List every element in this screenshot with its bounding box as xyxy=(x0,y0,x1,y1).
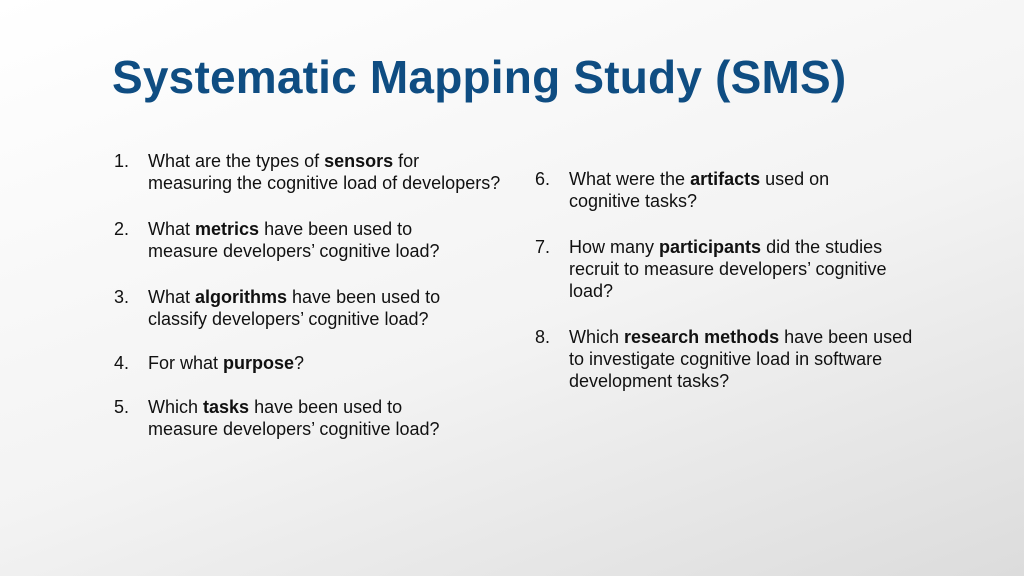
question-text: Which research methods have been used to investigate cognitive load in software development tasks? xyxy=(569,327,913,391)
question-text: What algorithms have been used to classify developers’ cognitive load? xyxy=(148,287,441,329)
question-number: 4. xyxy=(114,353,130,373)
question-keyword: sensors xyxy=(324,151,394,171)
question-number: 2. xyxy=(114,219,130,239)
question-number: 5. xyxy=(114,397,130,417)
question-number: 7. xyxy=(535,237,551,257)
question-keyword: artifacts xyxy=(690,169,761,189)
question-text: What are the types of sensors for measuring the cognitive load of developers? xyxy=(148,151,501,193)
question-keyword: tasks xyxy=(203,397,250,417)
question-item xyxy=(114,352,504,374)
question-keyword: algorithms xyxy=(195,287,288,307)
question-text: Which tasks have been used to measure developers’ cognitive load? xyxy=(148,397,440,439)
question-item xyxy=(535,168,889,212)
question-text: What metrics have been used to measure developers’ cognitive load? xyxy=(148,219,440,261)
slide-title: Systematic Mapping Study (SMS) xyxy=(112,51,847,103)
question-item xyxy=(114,218,448,262)
question-item xyxy=(114,286,504,330)
question-item xyxy=(114,396,448,440)
question-number: 8. xyxy=(535,327,551,347)
question-item xyxy=(535,326,914,392)
question-keyword: research methods xyxy=(624,327,780,347)
question-keyword: participants xyxy=(659,237,762,257)
question-item xyxy=(535,236,889,302)
question-keyword: metrics xyxy=(195,219,260,239)
question-text: How many participants did the studies recruit to measure developers’ cognitive load? xyxy=(569,237,887,301)
question-number: 1. xyxy=(114,151,130,171)
question-text: For what purpose? xyxy=(148,353,305,373)
question-text: What were the artifacts used on cognitive tasks? xyxy=(569,169,830,211)
questions-right-column xyxy=(535,168,915,414)
question-keyword: purpose xyxy=(223,353,295,373)
question-number: 6. xyxy=(535,169,551,189)
question-number: 3. xyxy=(114,287,130,307)
questions-left-column xyxy=(114,150,504,462)
question-item xyxy=(114,150,504,194)
